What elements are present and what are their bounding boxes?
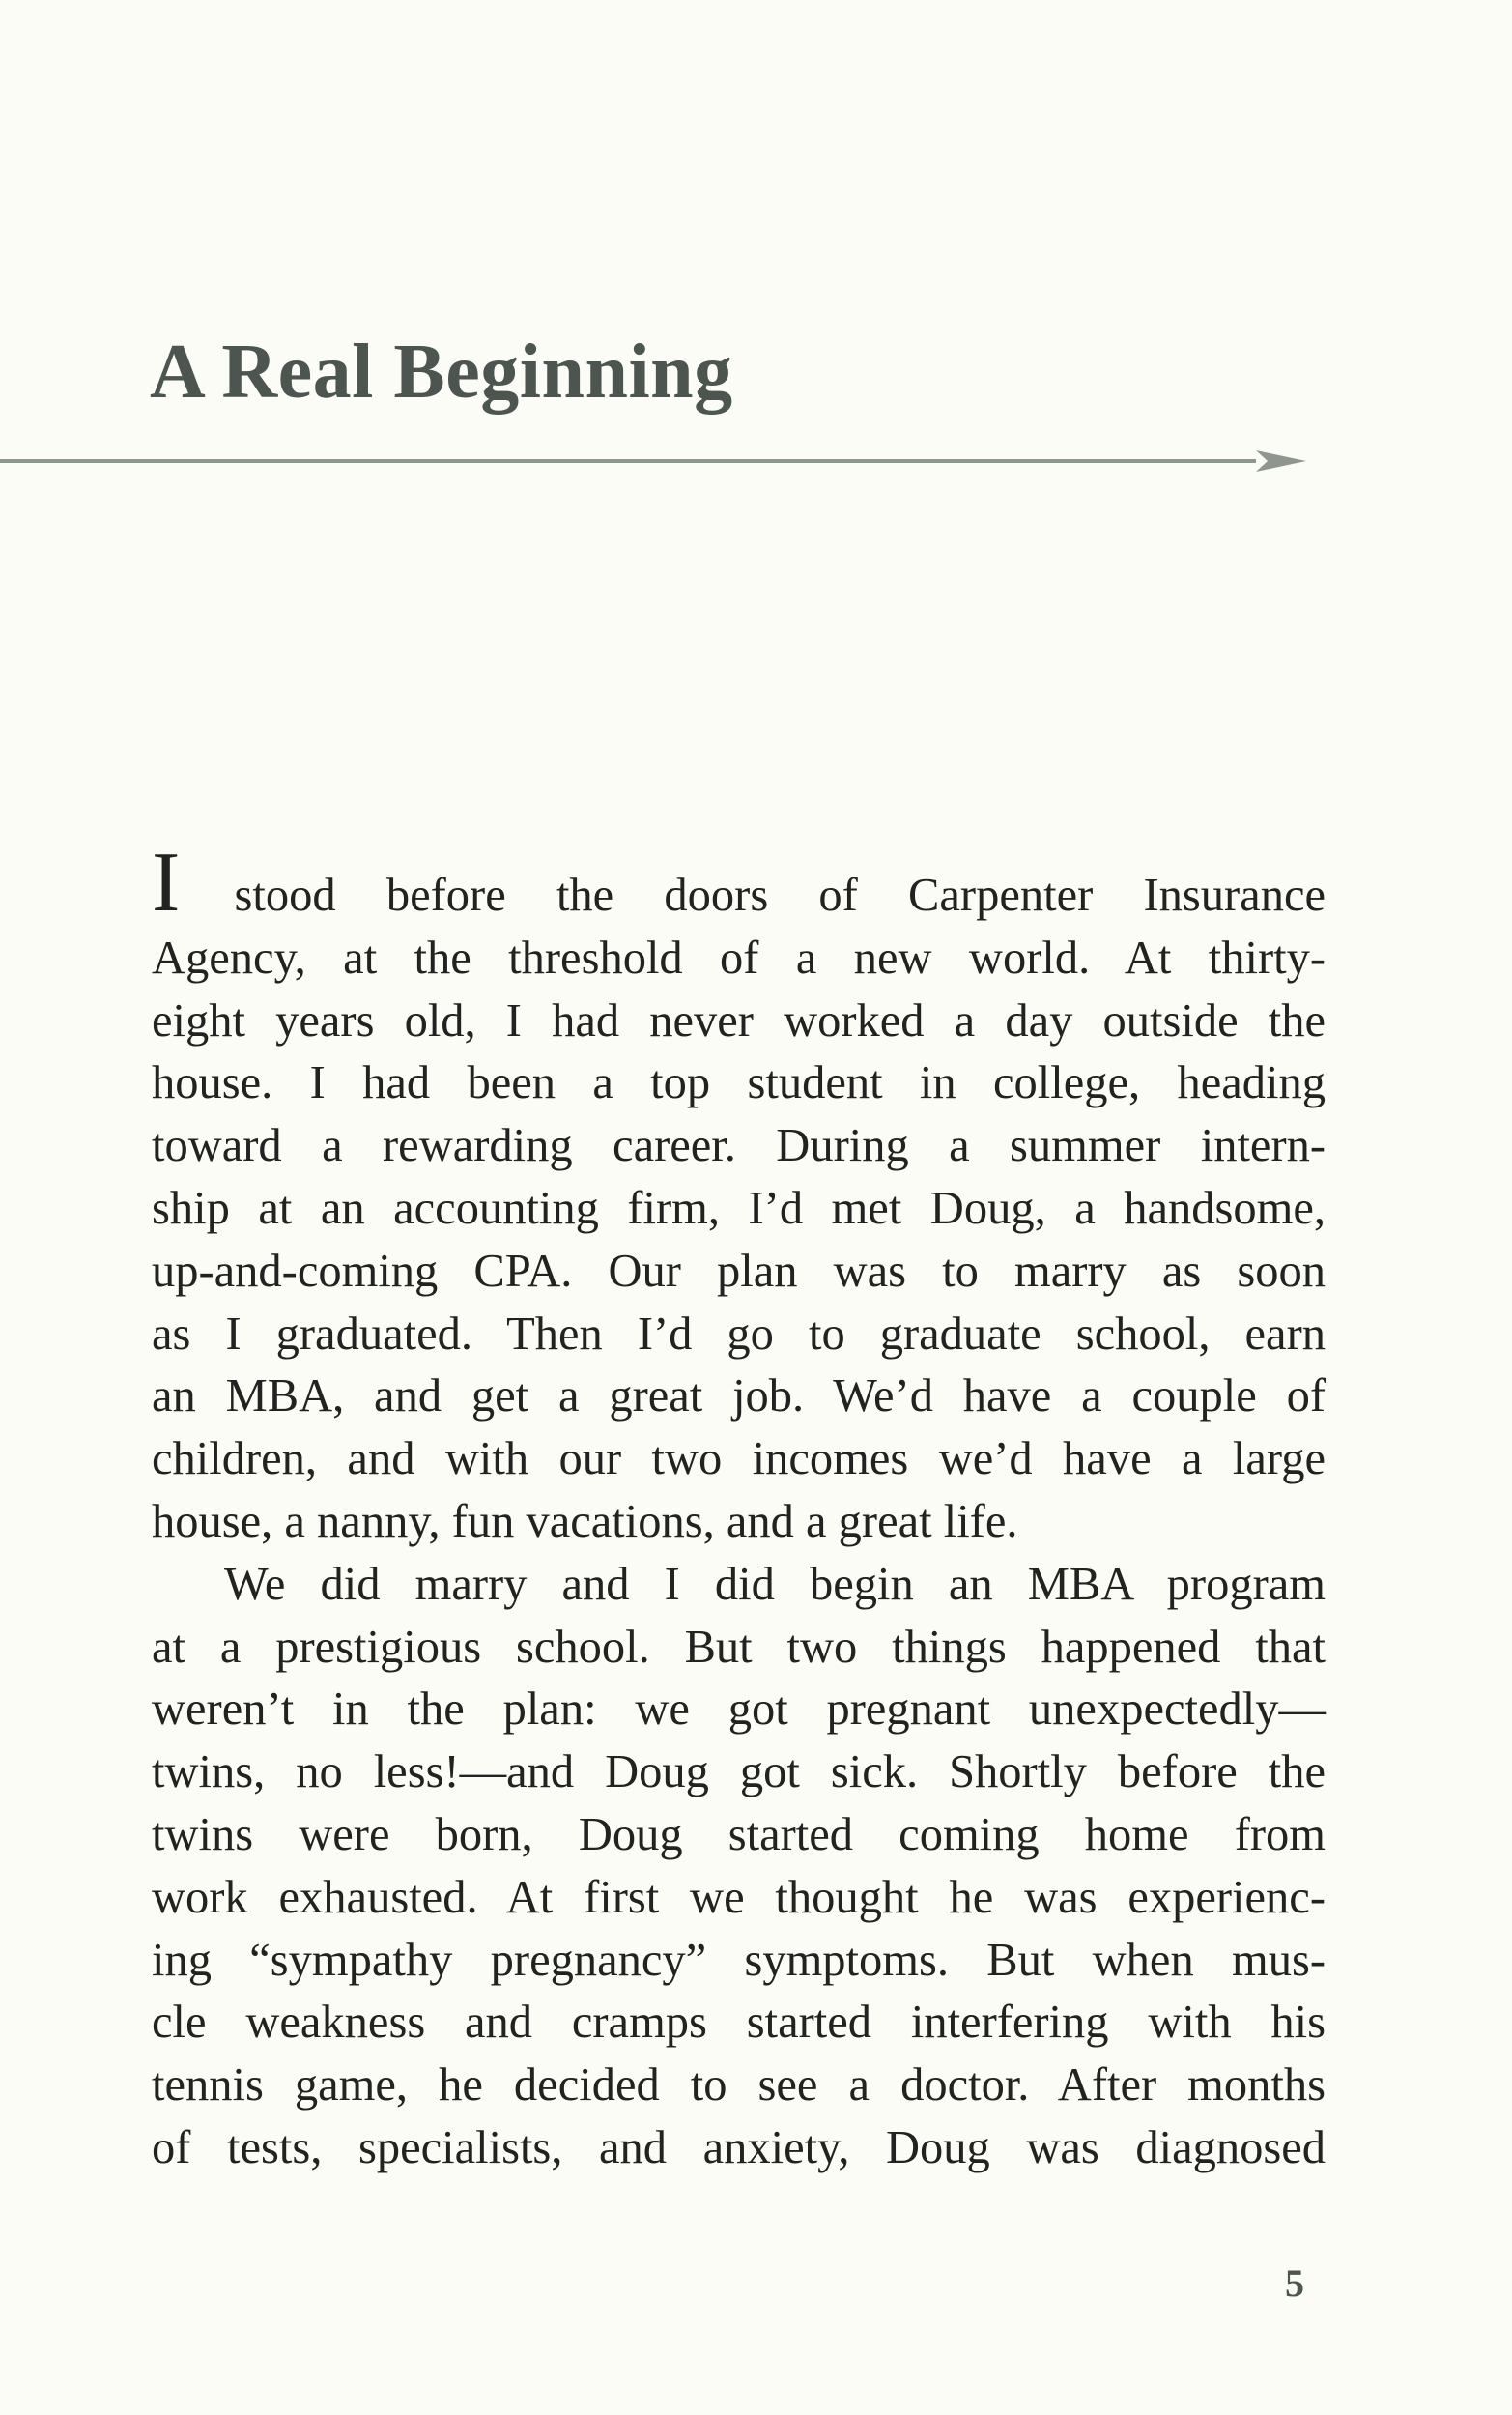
body-line: at a prestigious school. But two things happened that	[152, 1621, 1326, 1673]
body-line: toward a rewarding career. During a summer intern-	[152, 1120, 1326, 1172]
body-line: ing “sympathy pregnancy” symptoms. But when mus-	[152, 1934, 1326, 1986]
body-line: children, and with our two incomes we’d have a large	[152, 1433, 1326, 1485]
body-line: twins, no less!—and Doug got sick. Shortly before the	[152, 1746, 1326, 1798]
body-line: Agency, at the threshold of a new world. At thirty-	[152, 932, 1326, 984]
chapter-title: A Real Beginning	[150, 330, 733, 415]
body-line: house. I had been a top student in college, heading	[152, 1057, 1326, 1109]
body-line: twins were born, Doug started coming home from	[152, 1808, 1326, 1860]
drop-cap: I	[152, 836, 181, 930]
body-line: weren’t in the plan: we got pregnant unexpectedly—	[152, 1683, 1326, 1736]
body-line-text: stood before the doors of Carpenter Insurance	[184, 870, 1326, 921]
body-line: ship at an accounting firm, I’d met Doug, a handsome,	[152, 1182, 1326, 1234]
chapter-body	[152, 836, 1326, 2180]
body-line: tennis game, he decided to see a doctor. After months	[152, 2059, 1326, 2112]
body-line: an MBA, and get a great job. We’d have a couple of	[152, 1370, 1326, 1423]
body-line: house, a nanny, fun vacations, and a great life.	[152, 1495, 1018, 1547]
body-line: as I graduated. Then I’d go to graduate school, earn	[152, 1308, 1326, 1360]
body-line	[152, 836, 1326, 930]
body-line: eight years old, I had never worked a day outside the	[152, 994, 1326, 1047]
body-line: work exhausted. At first we thought he was experienc-	[152, 1871, 1326, 1923]
body-line: of tests, specialists, and anxiety, Doug was diagnosed	[152, 2121, 1326, 2173]
body-line: up-and-coming CPA. Our plan was to marry as soon	[152, 1245, 1326, 1297]
body-line: We did marry and I did begin an MBA program	[224, 1558, 1326, 1610]
arrow-rule-icon	[0, 446, 1314, 475]
body-line: cle weakness and cramps started interfering with his	[152, 1997, 1326, 2049]
page-number: 5	[1285, 2261, 1304, 2305]
